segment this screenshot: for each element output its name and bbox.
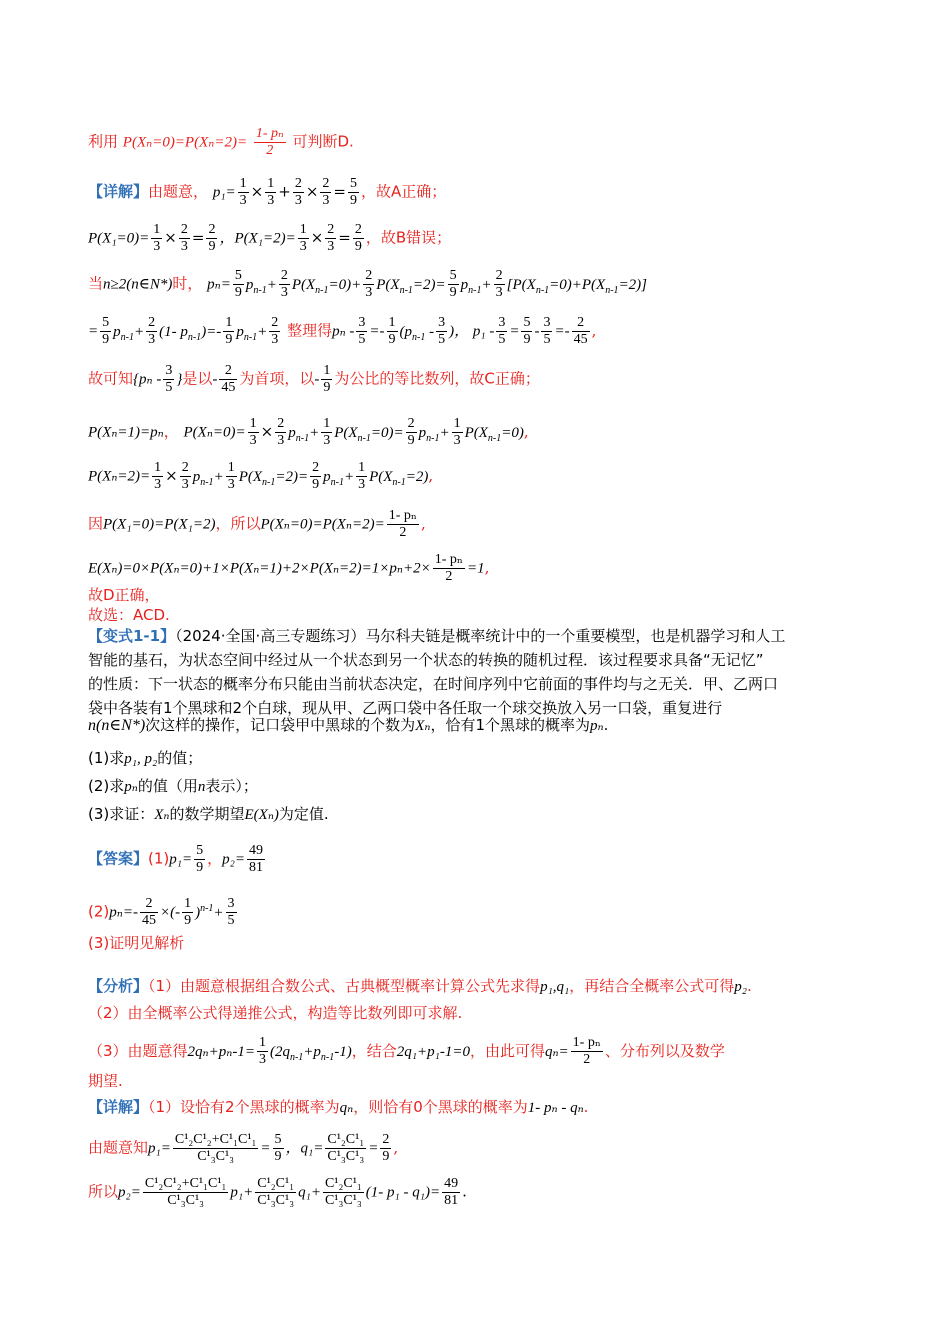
detail-line-4: = $\frac{5}{9}$ $p_{n-1}+$ $\frac{2}{3}$ (1- $p_{n-1})=-$ $\frac{1}{9}$ $p_{n-1}+$ $\frac{2}{3}$ 整理得pₙ - $\frac{3}{5}$ =- $\frac{1}{9}$ ($p_{n-1}$ - $\frac{3}{5}$ )， p₁ - $\frac{3}{5}$ = $\frac{5}{9}$ - $\frac{3}{5}$ =- $\frac{2}{45}$ , (88, 315, 597, 347)
question-2: (2)求pₙ的值（用n表示）； (88, 777, 258, 795)
analysis-1: 【分析】（1）由题意根据组合数公式、古典概型概率计算公式先求得p₁,q₁，再结合全概率公式可得p₂. (88, 977, 752, 995)
detail-line-6: P(Xₙ=1)=pₙ， P(Xₙ=0)= $\frac{1}{3}$ × $\frac{2}{3}$ $p_{n-1}+$ $\frac{1}{3}$ $P(X_{n-1}=0)=$ $\frac{2}{9}$ $p_{n-1}+$ $\frac{1}{3}$ $P(X_{n-1}=0)$, (88, 416, 529, 448)
detail-line-3: 当n≥2(n∈N*)时， pₙ= $\frac{5}{9}$ $p_{n-1}+$ $\frac{2}{3}$ $P(X_{n-1}=0)+$ $\frac{2}{3}$ $P(X_{n-1}=2)=$ $\frac{5}{9}$ $p_{n-1}+$ $\frac{2}{3}$ $[P(X_{n-1}=0)+P(X_{n-1}=2)]$ (88, 268, 648, 300)
detail-tag: 【详解】 (88, 182, 149, 201)
detail2-1: 【详解】（1）设恰有2个黑球的概率为qₙ，则恰有0个黑球的概率为1- pₙ - qₙ. (88, 1098, 589, 1116)
analysis-2: （2）由全概率公式得递推公式，构造等比数列即可求解. (88, 1004, 463, 1022)
detail-line-7: P(Xₙ=2)= $\frac{1}{3}$ × $\frac{2}{3}$ $p_{n-1}+$ $\frac{1}{3}$ $P(X_{n-1}=2)=$ $\frac{2}{9}$ $p_{n-1}+$ $\frac{1}{3}$ $P(X_{n-1}=2)$, (88, 460, 434, 492)
detail-line-1: 【详解】由题意， p₁= $\frac{1}{3}$ × $\frac{1}{3}$ + $\frac{2}{3}$ × $\frac{2}{3}$ = $\frac{5}{9}$ ，故A正确； (88, 176, 447, 208)
hint-fraction: $\frac{\text{1- pₙ}}{2}$ (255, 126, 284, 158)
hint-line (88, 126, 890, 159)
answer-3: (3)证明见解析 (88, 934, 185, 952)
analysis-4: 期望. (88, 1072, 123, 1090)
hint-lead: 利用 (88, 132, 119, 151)
answer-1: 【答案】(1)p₁= $\frac{5}{9}$ ，p₂= $\frac{49}{81}$ (88, 843, 263, 875)
detail2-2: 由题意知p₁= $\frac{\text{C¹₂C¹₂+C¹₁C¹₁}}{\text{C¹₃C¹₃}}$ = $\frac{5}{9}$ ，q₁= $\frac{\text{C¹₂C¹₁}}{\text{C¹₃C¹₃}}$ = $\frac{2}{9}$ , (88, 1132, 399, 1164)
answer-select: 故选：ACD. (88, 606, 170, 624)
answer-2: (2)pₙ=- $\frac{2}{45}$ ×(- $\frac{1}{9}$ )$^{n-1}$+ $\frac{3}{5}$ (88, 896, 235, 928)
d-correct: 故D正确， (88, 586, 160, 604)
question-1: (1)求p₁, p₂的值； (88, 749, 203, 767)
variant-problem: 【变式1-1】（2024·全国·高三专题练习）马尔科夫链是概率统计中的一个重要模型，也是机器学习和人工 智能的基石，为状态空间中经过从一个状态到另一个状态的转换的随机过程．该过程要求具备“无记忆” 的性质：下一状态的概率分布只能由当前状态决定，在时间序列中它前面的事件均与之无关．甲、乙两口 袋中各装有1个黑球和2个白球，现从甲、乙两口袋中各任取一个球交换放入另一口袋，重复进行 (88, 627, 786, 717)
hint-formula: P(Xₙ=0)=P(Xₙ=2)= (122, 134, 248, 151)
hint-tail: 可判断D. (292, 132, 354, 151)
detail-line-2: P(X₁=0)= $\frac{1}{3}$ × $\frac{2}{3}$ = $\frac{2}{9}$ ，P(X₁=2)= $\frac{1}{3}$ × $\frac{2}{3}$ = $\frac{2}{9}$ ，故B错误； (88, 222, 452, 254)
variant-last-line: n(n∈N*)次这样的操作，记口袋甲中黑球的个数为Xₙ，恰有1个黑球的概率为pₙ. (88, 716, 609, 734)
detail-line-5: 故可知{pₙ - $\frac{3}{5}$ }是以- $\frac{2}{45}$ 为首项，以- $\frac{1}{9}$ 为公比的等比数列，故C正确； (88, 363, 540, 395)
detail2-3: 所以p₂= $\frac{\text{C¹₂C¹₂+C¹₁C¹₁}}{\text{C¹₃C¹₃}}$ p₁+ $\frac{\text{C¹₂C¹₁}}{\text{C¹₃C¹₃}}$ q₁+ $\frac{\text{C¹₂C¹₁}}{\text{C¹₃C¹₃}}$ (1- p₁ - q₁)= $\frac{49}{81}$ . (88, 1176, 467, 1208)
question-3: (3)求证：Xₙ的数学期望E(Xₙ)为定值. (88, 805, 329, 823)
detail-line-8: 因P(X₁=0)=P(X₁=2)，所以P(Xₙ=0)=P(Xₙ=2)= $\frac{\text{1- pₙ}}{2}$ , (88, 508, 426, 540)
analysis-3: （3）由题意得2qₙ+pₙ-1= $\frac{1}{3}$ $(2q_{n-1}+p_{n-1}-1)$，结合2q₁+p₁-1=0，由此可得qₙ= $\frac{\text{1- pₙ}}{2}$ 、分布列以及数学 (88, 1035, 725, 1067)
detail-line-9: E(Xₙ)=0×P(Xₙ=0)+1×P(Xₙ=1)+2×P(Xₙ=2)=1×pₙ+2× $\frac{\text{1- pₙ}}{2}$ =1, (88, 552, 490, 584)
